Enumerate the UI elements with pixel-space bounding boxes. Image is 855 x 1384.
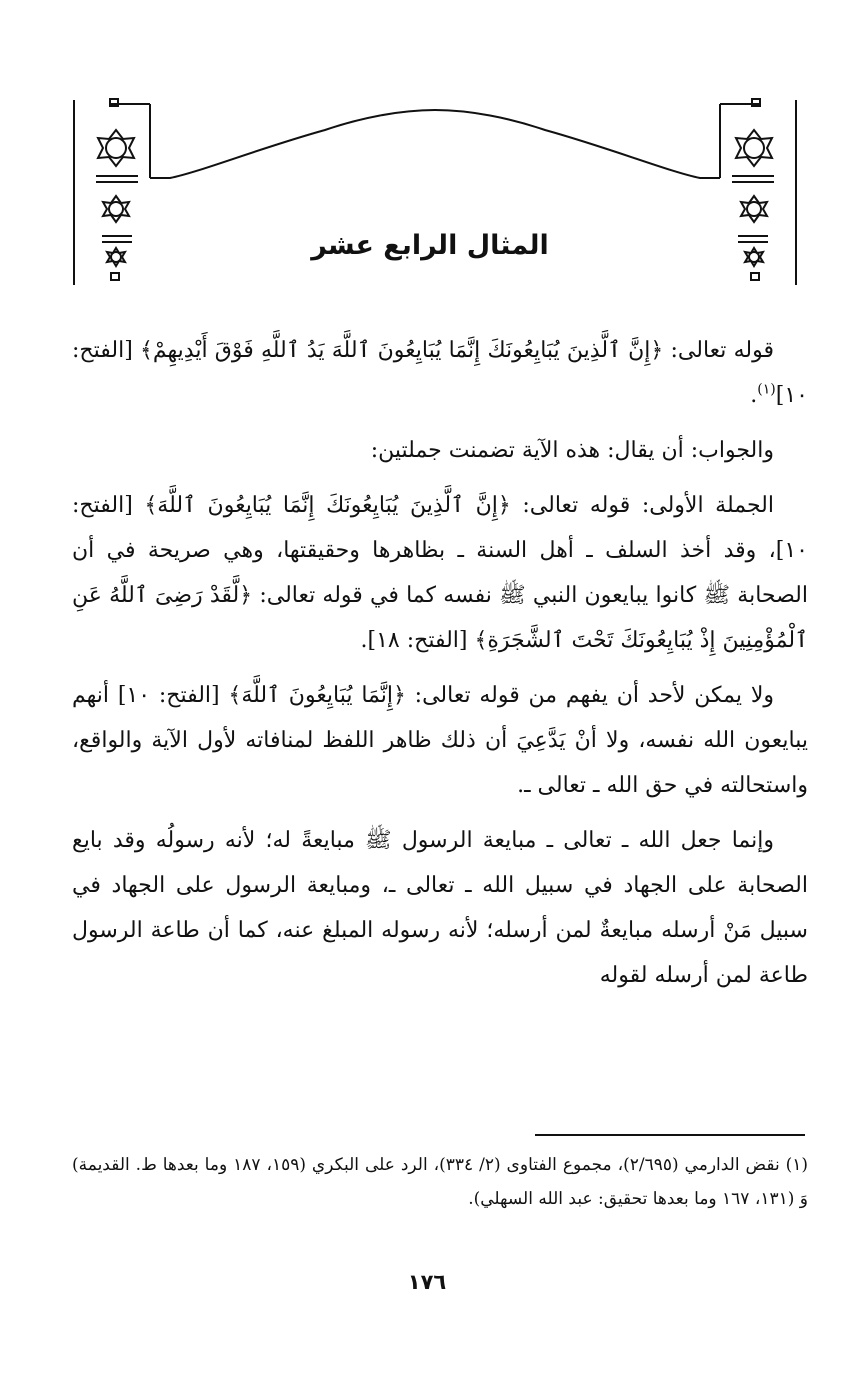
paragraph-explanation: وإنما جعل الله ـ تعالى ـ مبايعة الرسول ﷺ مبايعةً له؛ لأنه رسولُه وقد بايع الصحابة على الجهاد في سبيل الله ـ تعالى ـ، ومبايعة الرسول على الجهاد في سبيل مَنْ أرسله مبايعةٌ لمن أرسله؛ لأنه رسوله المبلغ عنه، كما أن طاعة الرسول طاعة لمن أرسله لقوله bbox=[72, 828, 808, 988]
footnote-separator bbox=[535, 1134, 805, 1136]
footnote-reference: (١) bbox=[757, 381, 776, 398]
paragraph-impossibility: ولا يمكن لأحد أن يفهم من قوله تعالى: ﴿إِنَّمَا يُبَايِعُونَ ٱللَّهَ﴾ [الفتح: ١٠] أنهم يبايعون الله نفسه، ولا أنْ يَدَّعِيَ أن ذلك ظاهر اللفظ لمنافاته لأول الآية والواقع، واستحالته في حق الله ـ تعالى ـ. bbox=[72, 683, 808, 798]
chapter-title: المثال الرابع عشر bbox=[311, 230, 549, 261]
page-number: ١٧٦ bbox=[407, 1270, 447, 1294]
paragraph-answer: والجواب: أن يقال: هذه الآية تضمنت جملتين: bbox=[370, 438, 774, 463]
verse-text: قوله تعالى: ﴿إِنَّ ٱلَّذِينَ يُبَايِعُونَكَ إِنَّمَا يُبَايِعُونَ ٱللَّهَ يَدُ ٱللَّهِ فَوْقَ أَيْدِيهِمْ﴾ [الفتح: ١٠] bbox=[72, 338, 808, 408]
paragraph-verse: قوله تعالى: ﴿إِنَّ ٱلَّذِينَ يُبَايِعُونَكَ إِنَّمَا يُبَايِعُونَ ٱللَّهَ يَدُ ٱللَّهِ فَوْقَ أَيْدِيهِمْ﴾ [الفتح: ١٠]$^{(١)}$. bbox=[72, 338, 808, 408]
paragraph-first-clause: الجملة الأولى: قوله تعالى: ﴿إِنَّ ٱلَّذِينَ يُبَايِعُونَكَ إِنَّمَا يُبَايِعُونَ ٱللَّهَ﴾ [الفتح: ١٠]، وقد أخذ السلف ـ أهل السنة ـ بظاهرها وحقيقتها، وهي صريحة في أن الصحابة ﷺ كانوا يبايعون النبي ﷺ نفسه كما في قوله تعالى: ﴿لَّقَدْ رَضِىَ ٱللَّهُ عَنِ ٱلْمُؤْمِنِينَ إِذْ يُبَايِعُونَكَ تَحْتَ ٱلشَّجَرَةِ﴾ [الفتح: ١٨]. bbox=[72, 493, 808, 653]
ornamental-header-frame bbox=[60, 90, 810, 300]
footnote: (١) نقض الدارمي (٢/٦٩٥)، مجموع الفتاوى (٢/ ٣٣٤)، الرد على البكري (١٥٩، ١٨٧ وما بعدها ط. القديمة) وَ (١٣١، ١٦٧ وما بعدها تحقيق: عبد الله السهلي). bbox=[72, 1155, 809, 1209]
main-text bbox=[72, 328, 808, 1008]
